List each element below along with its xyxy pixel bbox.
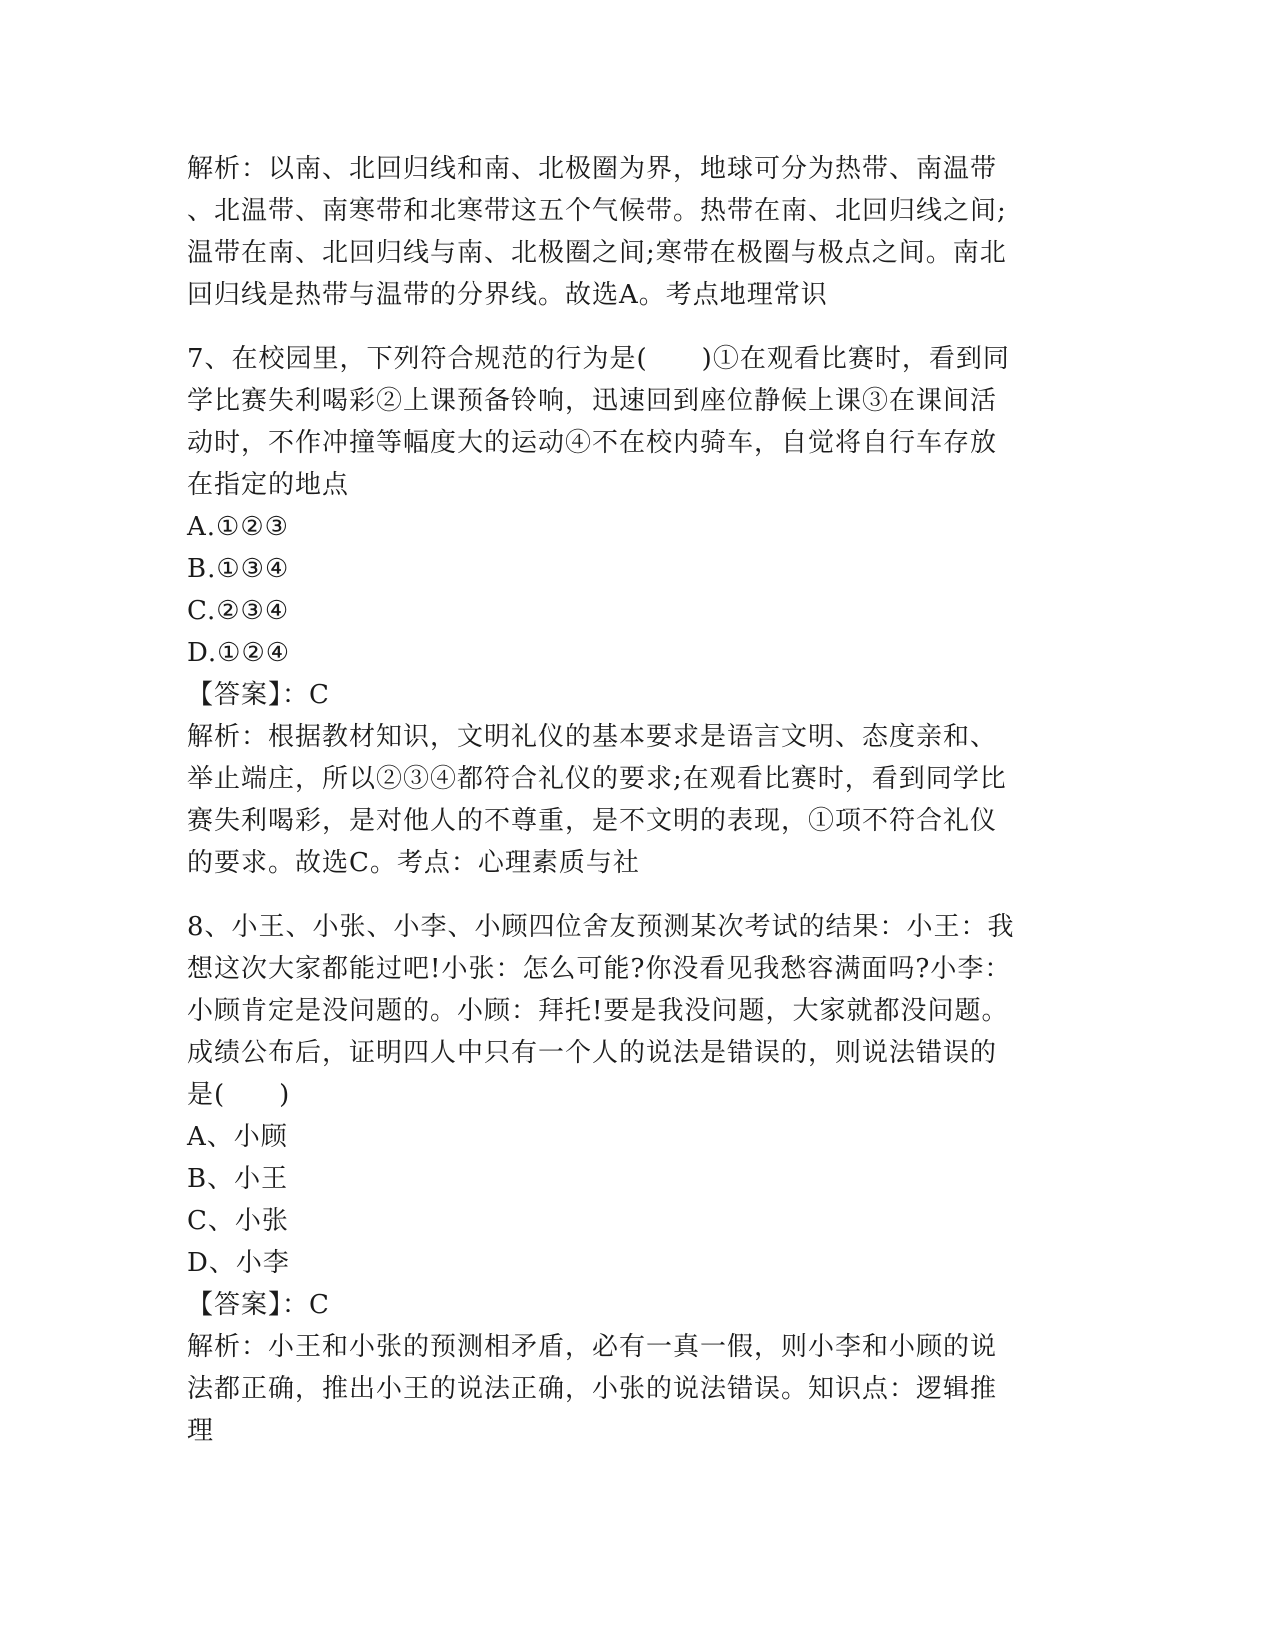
text-line: 解析：以南、北回归线和南、北极圈为界，地球可分为热带、南温带 [187,154,998,184]
analysis-q6 [187,148,1087,316]
question-text: 成绩公布后，证明四人中只有一个人的说法是错误的，则说法错误的 [187,1038,998,1068]
text-line: 、北温带、南寒带和北寒带这五个气候带。热带在南、北回归线之间; [187,196,1007,226]
option-b: B、小王 [187,1164,289,1194]
analysis-text: 赛失利喝彩，是对他人的不尊重，是不文明的表现，①项不符合礼仪 [187,806,998,836]
analysis-text: 理 [187,1416,215,1446]
text-line: 回归线是热带与温带的分界线。故选A。考点地理常识 [187,280,828,310]
analysis-text: 举止端庄，所以②③④都符合礼仪的要求;在观看比赛时，看到同学比 [187,764,1007,794]
option-c: C.②③④ [187,596,290,626]
analysis-text: 解析：根据教材知识，文明礼仪的基本要求是语言文明、态度亲和、 [187,722,998,752]
question-text: 是( ) [187,1080,291,1110]
question-text: 动时，不作冲撞等幅度大的运动④不在校内骑车，自觉将自行车存放 [187,428,998,458]
option-a: A、小顾 [187,1122,288,1152]
section-spacer [187,316,1087,338]
answer-line: 【答案】：C [187,680,330,710]
question-text: 8、小王、小张、小李、小顾四位舍友预测某次考试的结果：小王：我 [187,912,1015,942]
option-d: D、小李 [187,1248,290,1278]
question-text: 在指定的地点 [187,470,350,500]
question-text: 学比赛失利喝彩②上课预备铃响，迅速回到座位静候上课③在课间活 [187,386,998,416]
question-7 [187,338,1087,884]
option-c: C、小张 [187,1206,289,1236]
analysis-text: 解析：小王和小张的预测相矛盾，必有一真一假，则小李和小顾的说 [187,1332,998,1362]
section-spacer [187,884,1087,906]
option-b: B.①③④ [187,554,290,584]
question-text: 小顾肯定是没问题的。小顾：拜托!要是我没问题，大家就都没问题。 [187,996,1009,1026]
analysis-text: 的要求。故选C。考点：心理素质与社 [187,848,640,878]
question-text: 想这次大家都能过吧!小张：怎么可能?你没看见我愁容满面吗?小李： [187,954,1012,984]
option-a: A.①②③ [187,512,289,542]
document-page [187,148,1087,1452]
question-text: 7、在校园里，下列符合规范的行为是( )①在观看比赛时，看到同 [187,344,1010,374]
answer-line: 【答案】：C [187,1290,330,1320]
analysis-text: 法都正确，推出小王的说法正确，小张的说法错误。知识点：逻辑推 [187,1374,998,1404]
question-8 [187,906,1087,1452]
text-line: 温带在南、北回归线与南、北极圈之间;寒带在极圈与极点之间。南北 [187,238,1007,268]
option-d: D.①②④ [187,638,291,668]
